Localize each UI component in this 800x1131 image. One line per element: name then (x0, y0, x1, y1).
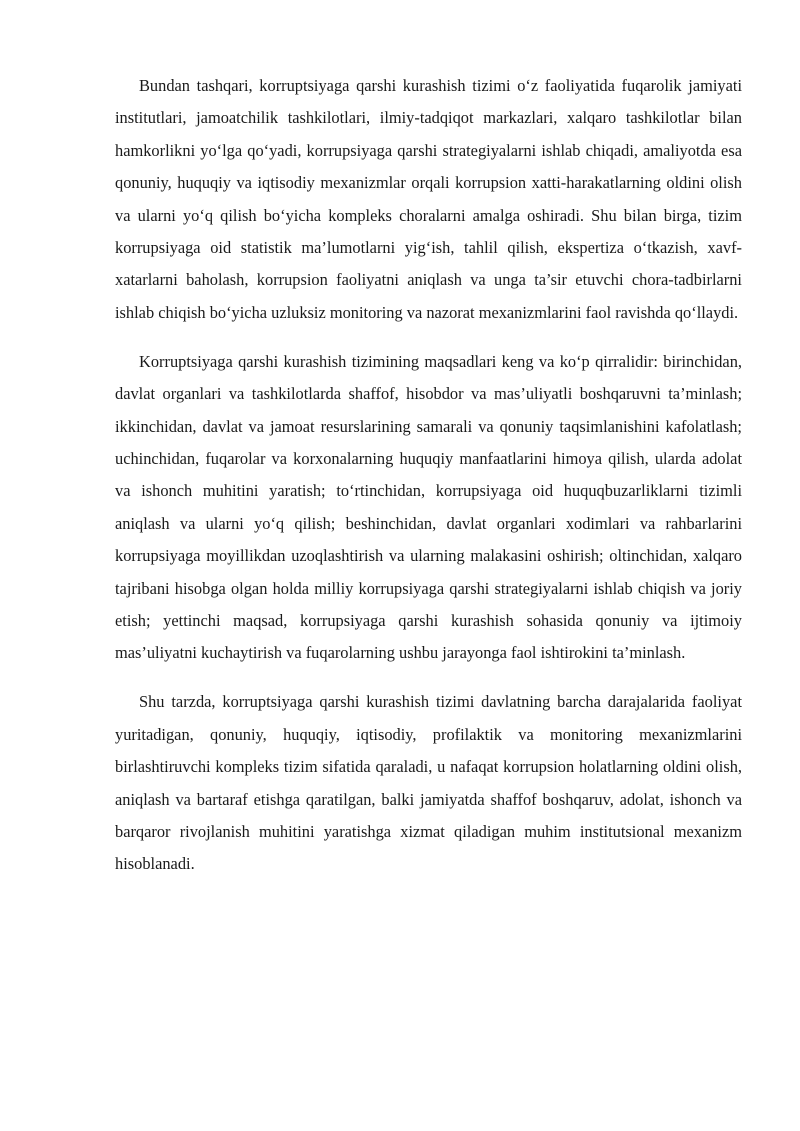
paragraph-conclusion: Shu tarzda, korruptsiyaga qarshi kurashish tizimi davlatning barcha darajalarida faoliyat yuritadigan, qonuniy, huquqiy, iqtisodiy, profilaktik va monitoring mexanizmlarini birlashtiruvchi kompleks tizim sifatida qaraladi, u nafaqat korrupsion holatlarning oldini olish, aniqlash va bartaraf etishga qaratilgan, balki jamiyatda shaffof boshqaruv, adolat, ishonch va barqaror rivojlanish muhitini yaratishga xizmat qiladigan muhim institutsional mexanizm hisoblanadi. (115, 692, 742, 874)
document-page (115, 70, 742, 897)
paragraph-goals: Korruptsiyaga qarshi kurashish tizimining maqsadlari keng va ko‘p qirralidir: birinchidan, davlat organlari va tashkilotlarda shaffof, hisobdor va mas’uliyatli boshqaruvni ta’minlash; ikkinchidan, davlat va jamoat resurslarining samarali va qonuniy taqsimlanishini kafolatlash; uchinchidan, fuqarolar va korxonalarning huquqiy manfaatlarini himoya qilish, ularda adolat va ishonch muhitini yaratish; to‘rtinchidan, korrupsiyaga oid huquqbuzarliklarni tizimli aniqlash va ularni yo‘q qilish; beshinchidan, davlat organlari xodimlari va rahbarlarini korrupsiyaga moyillikdan uzoqlashtirish va ularning malakasini oshirish; oltinchidan, xalqaro tajribani hisobga olgan holda milliy korrupsiyaga qarshi strategiyalarni ishlab chiqish va joriy etish; yettinchi maqsad, korrupsiyaga qarshi kurashish sohasida qonuniy va ijtimoiy mas’uliyatni kuchaytirish va fuqarolarning ushbu jarayonga faol ishtirokini ta’minlash. (115, 351, 742, 663)
paragraph-cooperation: Bundan tashqari, korruptsiyaga qarshi kurashish tizimi o‘z faoliyatida fuqarolik jamiyati institutlari, jamoatchilik tashkilotlari, ilmiy-tadqiqot markazlari, xalqaro tashkilotlar bilan hamkorlikni yo‘lga qo‘yadi, korrupsiyaga qarshi strategiyalarni ishlab chiqadi, amaliyotda esa qonuniy, huquqiy va iqtisodiy mexanizmlar orqali korrupsion xatti-harakatlarning oldini olish va ularni yo‘q qilish bo‘yicha kompleks choralarni amalga oshiradi. Shu bilan birga, tizim korrupsiyaga oid statistik ma’lumotlarni yig‘ish, tahlil qilish, ekspertiza o‘tkazish, xavf-xatarlarni baholash, korrupsion faoliyatni aniqlash va unga ta’sir etuvchi chora-tadbirlarni ishlab chiqish bo‘yicha uzluksiz monitoring va nazorat mexanizmlarini faol ravishda qo‘llaydi. (115, 76, 742, 322)
